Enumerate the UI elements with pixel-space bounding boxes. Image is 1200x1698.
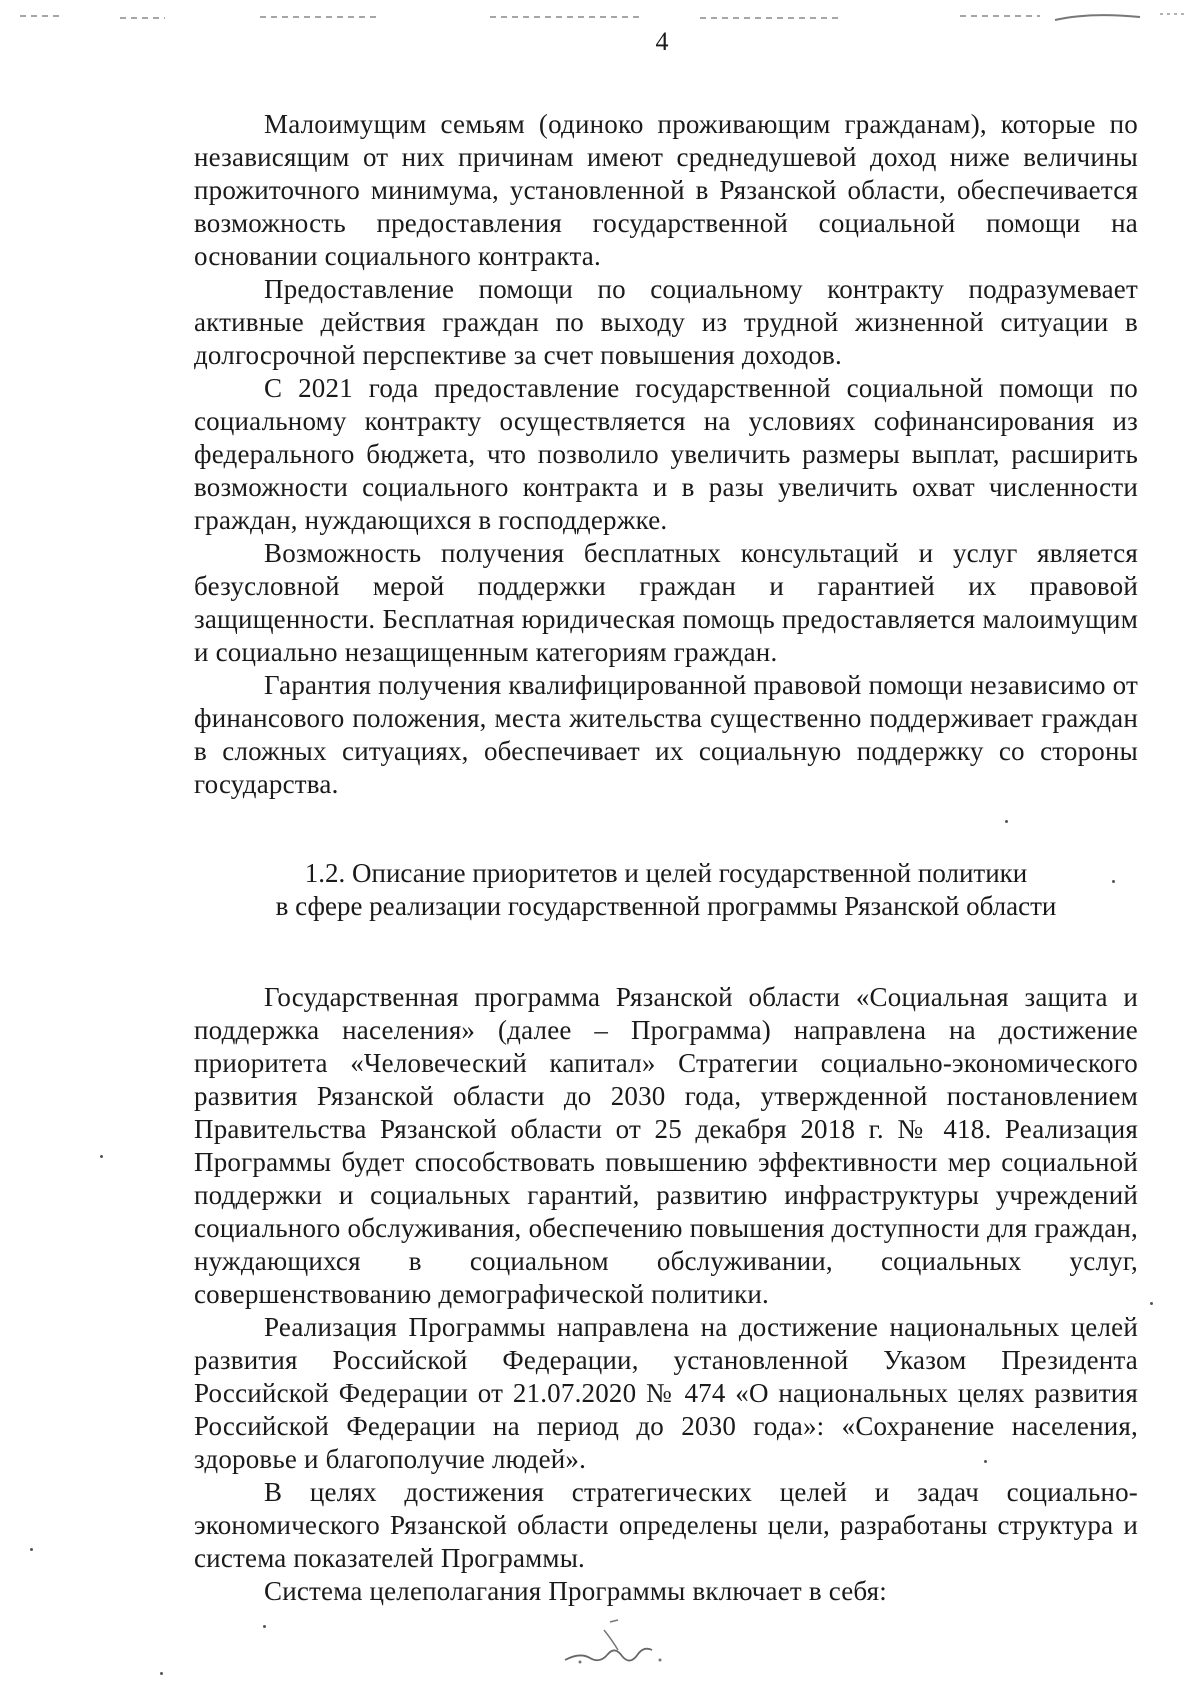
scan-speck xyxy=(100,1155,103,1158)
paragraph: Государственная программа Рязанской области «Социальная защита и поддержка населения» (далее – Программа) направлена на достижение приоритета «Человеческий капитал» Стратегии социально-экономического развития Рязанской области до 2030 года, утвержденной постановлением Правительства Рязанской области от 25 декабря 2018 г. № 418. Реализация Программы будет способствовать повышению эффективности мер социальной поддержки и социальных гарантий, развитию инфраструктуры учреждений социального обслуживания, обеспечению повышения доступности для граждан, нуждающихся в социальном обслуживании, социальных услуг, совершенствованию демографической политики. xyxy=(194,982,1138,1309)
scan-speck xyxy=(984,1460,987,1463)
paragraph: Реализация Программы направлена на достижение национальных целей развития Российской Федерации, установленной Указом Президента Российской Федерации от 21.07.2020 № 474 «О национальных целях развития Российской Федерации на период до 2030 года»: «Сохранение населения, здоровье и благополучие людей». xyxy=(194,1312,1138,1474)
scan-speck xyxy=(1150,1302,1153,1305)
paragraph: Предоставление помощи по социальному контракту подразумевает активные действия граждан по выходу из трудной жизненной ситуации в долгосрочной перспективе за счет повышения доходов. xyxy=(194,274,1138,370)
section-heading xyxy=(194,857,1138,923)
scan-speck xyxy=(30,1548,33,1551)
page-number: 4 xyxy=(655,27,669,56)
paragraph: Гарантия получения квалифицированной правовой помощи независимо от финансового положения, места жительства существенно поддерживает граждан в сложных ситуациях, обеспечивает их социальную поддержку со стороны государства. xyxy=(194,670,1138,799)
paragraph: Система целеполагания Программы включает в себя: xyxy=(264,1576,888,1606)
scan-speck xyxy=(1112,880,1115,883)
paragraph: Малоимущим семьям (одиноко проживающим гражданам), которые по независящим от них причинам имеют среднедушевой доход ниже величины прожиточного минимума, установленной в Рязанской области, обеспечивается возможность предоставления государственной социальной помощи на основании социального контракта. xyxy=(194,109,1138,271)
scan-speck xyxy=(263,1625,266,1628)
paragraph: С 2021 года предоставление государственной социальной помощи по социальному контракту осуществляется на условиях софинансирования из федерального бюджета, что позволило увеличить размеры выплат, расширить возможности социального контракта и в разы увеличить охват численности граждан, нуждающихся в господдержке. xyxy=(194,373,1138,535)
signature-mark xyxy=(560,1610,670,1670)
document-body xyxy=(194,108,1138,1608)
scan-speck xyxy=(160,1672,163,1675)
section-heading-line-2: в сфере реализации государственной программы Рязанской области xyxy=(275,891,1057,921)
paragraph: В целях достижения стратегических целей и задач социально-экономического Рязанской области определены цели, разработаны структура и система показателей Программы. xyxy=(194,1477,1138,1573)
scan-speck xyxy=(1005,820,1008,823)
section-heading-line-1: 1.2. Описание приоритетов и целей государственной политики xyxy=(304,858,1028,888)
paragraph: Возможность получения бесплатных консультаций и услуг является безусловной мерой поддержки граждан и гарантией их правовой защищенности. Бесплатная юридическая помощь предоставляется малоимущим и социально незащищенным категориям граждан. xyxy=(194,538,1138,667)
scan-edge-marks xyxy=(0,0,1200,30)
